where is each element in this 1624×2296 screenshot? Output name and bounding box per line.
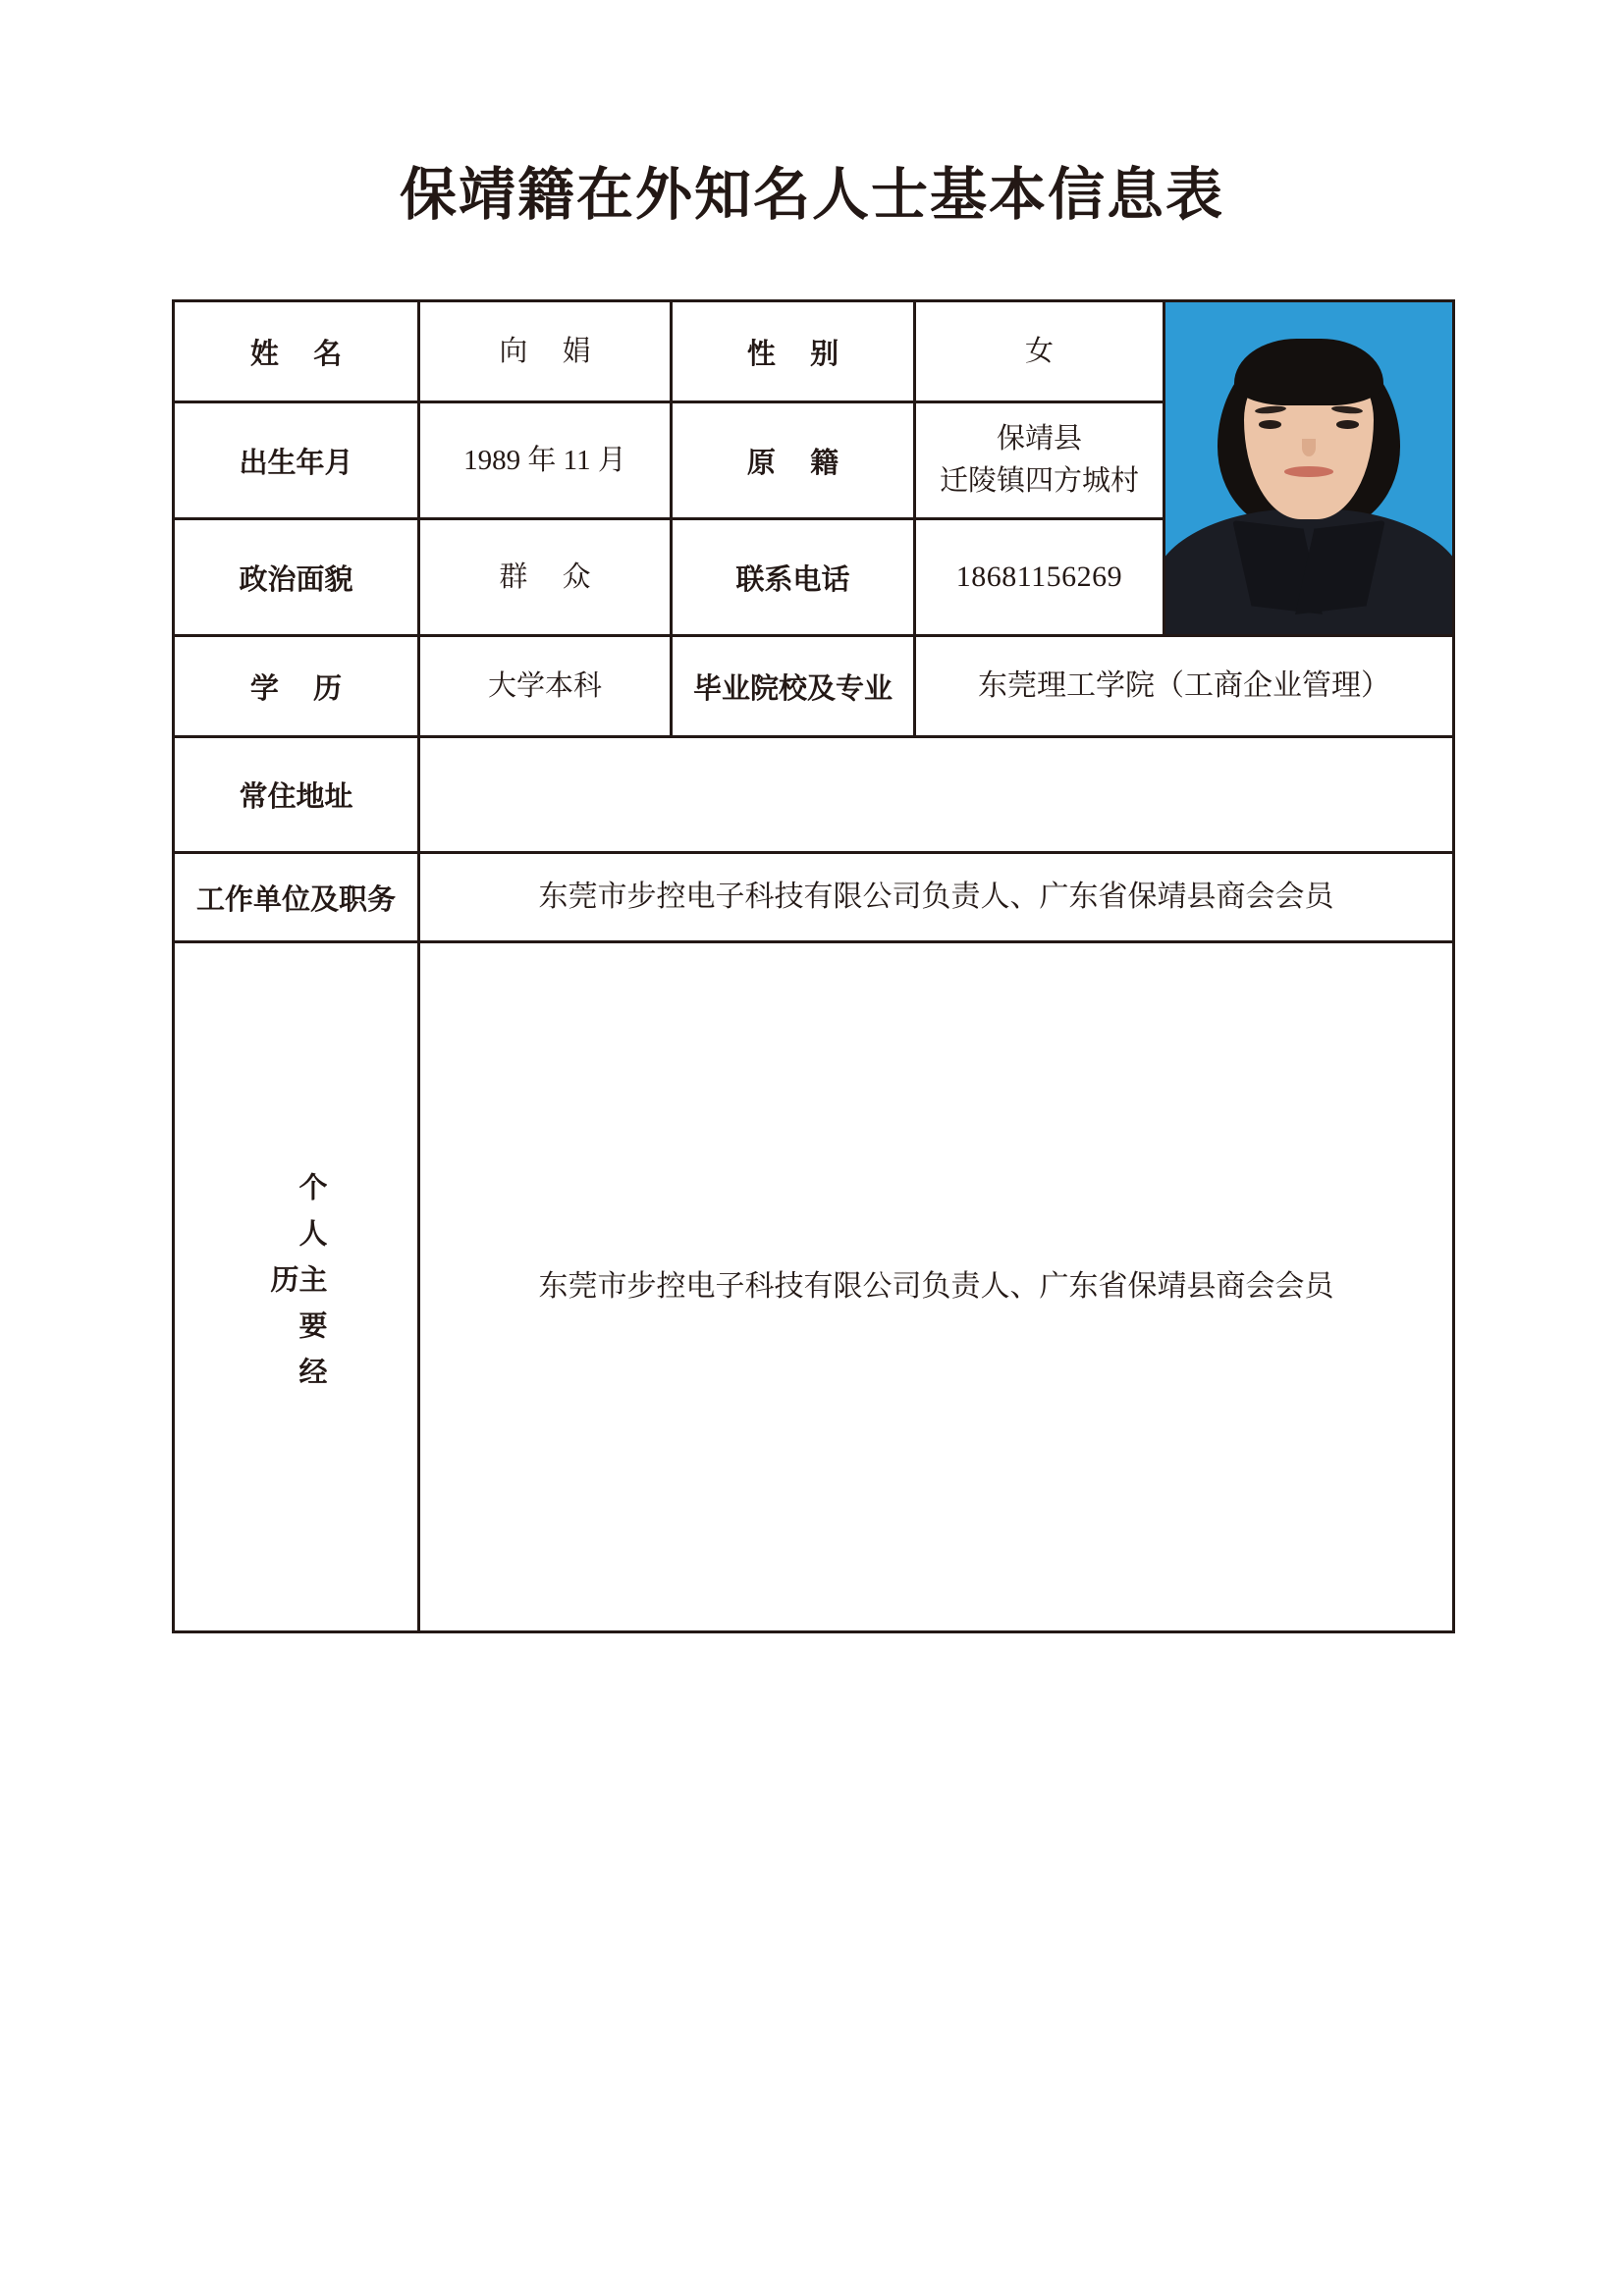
portrait-eye-left [1259, 420, 1281, 429]
value-name: 向 娟 [419, 301, 672, 402]
id-photo-frame [1165, 302, 1452, 634]
label-experience-cell [174, 942, 419, 1632]
value-native-place [915, 402, 1164, 519]
label-education: 学 历 [174, 636, 419, 737]
label-phone: 联系电话 [672, 519, 915, 636]
table-row-education [174, 636, 1454, 737]
table-row-name [174, 301, 1454, 402]
personal-info-table [172, 299, 1455, 1633]
label-native-place: 原 籍 [672, 402, 915, 519]
value-experience: 东莞市步控电子科技有限公司负责人、广东省保靖县商会会员 [538, 1270, 1334, 1303]
label-school-major: 毕业院校及专业 [672, 636, 915, 737]
label-name: 姓 名 [174, 301, 419, 402]
label-address: 常住地址 [174, 737, 419, 853]
portrait-fringe [1234, 339, 1383, 405]
label-work-unit: 工作单位及职务 [174, 853, 419, 942]
portrait-eye-right [1336, 420, 1359, 429]
value-school-major: 东莞理工学院（工商企业管理） [915, 636, 1454, 737]
experience-content-wrapper [420, 943, 1452, 1630]
table-row-experience [174, 942, 1454, 1632]
value-phone: 18681156269 [915, 519, 1164, 636]
value-experience-cell [419, 942, 1454, 1632]
native-place-line-2: 迁陵镇四方城村 [939, 465, 1139, 497]
label-political-status: 政治面貌 [174, 519, 419, 636]
table-row-work-unit [174, 853, 1454, 942]
native-place-line-1: 保靖县 [996, 422, 1082, 454]
value-education: 大学本科 [419, 636, 672, 737]
photo-cell [1164, 301, 1454, 636]
page-title: 保靖籍在外知名人士基本信息表 [399, 163, 1224, 227]
label-experience: 个人主要经历 [266, 1171, 327, 1403]
portrait-mouth [1284, 466, 1333, 477]
value-address [419, 737, 1454, 853]
table-row-address [174, 737, 1454, 853]
value-political-status: 群 众 [419, 519, 672, 636]
vertical-label-wrapper [175, 943, 417, 1630]
value-gender: 女 [915, 301, 1164, 402]
label-birth: 出生年月 [174, 402, 419, 519]
id-portrait-photo [1165, 302, 1452, 634]
label-gender: 性 别 [672, 301, 915, 402]
value-birth: 1989 年 11 月 [419, 402, 672, 519]
value-work-unit: 东莞市步控电子科技有限公司负责人、广东省保靖县商会会员 [419, 853, 1454, 942]
